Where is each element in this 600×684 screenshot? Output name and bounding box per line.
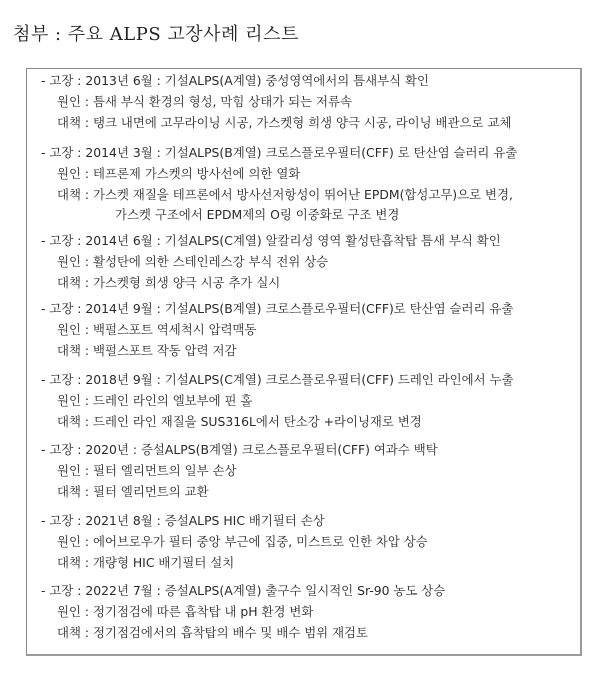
fault-text: 2018년 9월 : 기설ALPS(C계열) 크로스플로우필터(CFF) 드레인 라인에서 누출 (85, 372, 514, 387)
fix-text: 필터 엘리먼트의 교환 (93, 484, 209, 499)
fix-label: 대책 : (57, 414, 93, 429)
cause-text: 드레인 라인의 엘보부에 핀 홀 (93, 393, 253, 408)
fix-line (57, 187, 513, 203)
fault-text: 2014년 6월 : 기설ALPS(C계열) 알칼리성 영역 활성탄흡착탑 틈새 부식 확인 (85, 233, 501, 248)
fix-text: 개량형 HIC 배기필터 설치 (93, 555, 235, 570)
fault-line (41, 583, 445, 599)
cause-label: 원인 : (57, 534, 93, 549)
fault-line (41, 301, 513, 317)
fix-line (57, 414, 422, 430)
cause-text: 필터 엘리먼트의 일부 손상 (93, 463, 237, 478)
cause-text: 백펄스포트 역세척시 압력맥동 (93, 322, 257, 337)
fix-label: 대책 : (57, 625, 93, 640)
fix-label: 대책 : (57, 187, 93, 202)
cause-line (57, 166, 300, 182)
fix-line (57, 275, 280, 291)
fault-text: 2020년 : 증설ALPS(B계열) 크로스플로우필터(CFF) 여과수 백탁 (85, 442, 438, 457)
fix-text: 가스켓 재질을 테프론에서 방사선저항성이 뛰어난 EPDM(합성고무)으로 변경, (93, 187, 513, 202)
fix-label: 대책 : (57, 484, 93, 499)
fix-text: 가스켓형 희생 양극 시공 추가 실시 (93, 275, 281, 290)
fault-text: 2014년 3월 : 기설ALPS(B계열) 크로스플로우필터(CFF) 로 탄산염 슬러리 유출 (85, 145, 518, 160)
cause-label: 원인 : (57, 463, 93, 478)
cause-line (57, 393, 252, 409)
fault-line (41, 73, 429, 89)
cause-label: 원인 : (57, 166, 93, 181)
fix-label: 대책 : (57, 275, 93, 290)
cause-text: 활성탄에 의한 스테인레스강 부식 전위 상승 (93, 254, 329, 269)
fault-label: - 고장 : (41, 145, 86, 160)
cause-line (57, 604, 313, 620)
page-title: 첨부 : 주요 ALPS 고장사례 리스트 (13, 24, 299, 45)
fix-line (57, 343, 236, 359)
cause-text: 정기점검에 따른 흡착탑 내 pH 환경 변화 (93, 604, 314, 619)
fault-line (41, 442, 438, 458)
fault-text: 2021년 8월 : 증설ALPS HIC 배기필터 손상 (85, 513, 325, 528)
fix-text: 탱크 내면에 고무라이닝 시공, 가스켓형 희생 양극 시공, 라이닝 배관으로 교체 (93, 115, 512, 130)
fix-line (57, 625, 368, 641)
cause-label: 원인 : (57, 604, 93, 619)
fault-line (41, 372, 513, 388)
cause-line (57, 463, 236, 479)
fault-label: - 고장 : (41, 73, 86, 88)
fix-continuation-line: 가스켓 구조에서 EPDM제의 O링 이중화로 구조 변경 (115, 207, 400, 222)
cause-label: 원인 : (57, 322, 93, 337)
fault-label: - 고장 : (41, 513, 86, 528)
cause-line (57, 94, 352, 110)
fault-label: - 고장 : (41, 301, 86, 316)
cause-text: 틈새 부식 환경의 형성, 막힘 상태가 되는 저류속 (93, 94, 352, 109)
fix-line (57, 484, 209, 500)
cause-label: 원인 : (57, 393, 93, 408)
fault-label: - 고장 : (41, 442, 86, 457)
fault-label: - 고장 : (41, 583, 86, 598)
fault-text: 2014년 9월 : 기설ALPS(B계열) 크로스플로우필터(CFF)로 탄산염 슬러리 유출 (85, 301, 514, 316)
fault-line (41, 513, 325, 529)
fault-label: - 고장 : (41, 372, 86, 387)
fix-label: 대책 : (57, 115, 93, 130)
fault-text: 2022년 7월 : 증설ALPS(A계열) 출구수 일시적인 Sr-90 농도 상승 (85, 583, 446, 598)
fault-line (41, 233, 501, 249)
fix-line (57, 115, 511, 131)
cause-line (57, 322, 256, 338)
cause-text: 테프론제 가스켓의 방사선에 의한 열화 (93, 166, 301, 181)
cause-text: 에어브로우가 필터 중앙 부근에 집중, 미스트로 인한 차압 상승 (93, 534, 428, 549)
fix-text: 드레인 라인 재질을 SUS316L에서 탄소강 +라이닝재로 변경 (93, 414, 422, 429)
fix-label: 대책 : (57, 555, 93, 570)
fix-text: 백펄스포트 작동 압력 저감 (93, 343, 237, 358)
failure-case-list (26, 68, 582, 656)
fix-label: 대책 : (57, 343, 93, 358)
fault-line (41, 145, 517, 161)
cause-line (57, 534, 428, 550)
fault-label: - 고장 : (41, 233, 86, 248)
cause-line (57, 254, 328, 270)
cause-label: 원인 : (57, 94, 93, 109)
fix-text: 정기점검에서의 흡착탑의 배수 및 배수 범위 재검토 (93, 625, 368, 640)
fault-text: 2013년 6월 : 기설ALPS(A계열) 중성영역에서의 틈새부식 확인 (85, 73, 429, 88)
fix-line (57, 555, 234, 571)
cause-label: 원인 : (57, 254, 93, 269)
